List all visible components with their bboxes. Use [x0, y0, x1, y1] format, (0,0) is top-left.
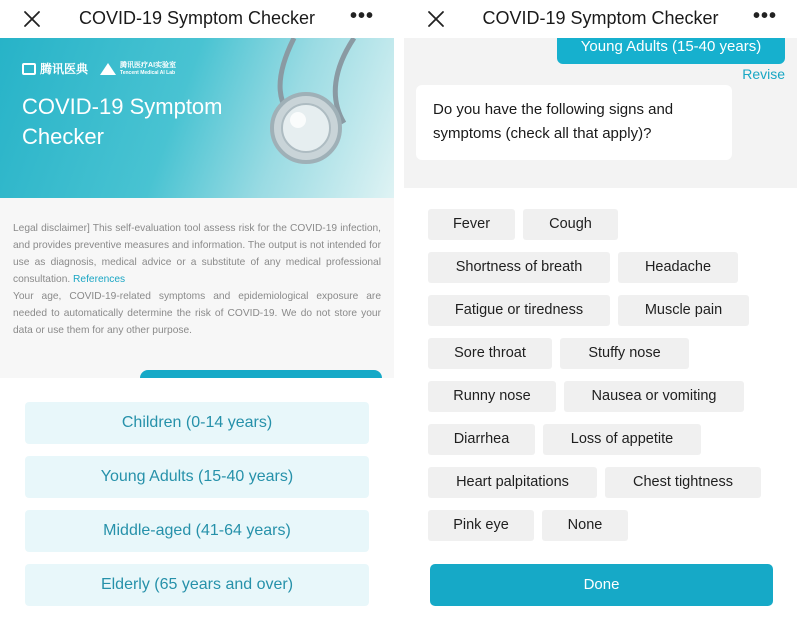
tencent-ai-lab-logo: 腾讯医疗AI实验室 Tencent Medical AI Lab: [100, 62, 176, 76]
references-link[interactable]: References: [73, 274, 126, 285]
age-option-middle-aged[interactable]: Middle-aged (41-64 years): [25, 510, 369, 552]
age-options-sheet: [0, 378, 394, 630]
age-option-elderly[interactable]: Elderly (65 years and over): [25, 564, 369, 606]
symptom-chip[interactable]: Shortness of breath: [428, 252, 610, 283]
symptom-chip[interactable]: Fatigue or tiredness: [428, 295, 610, 326]
disclaimer-text: Legal disclaimer] This self-evaluation tool assess risk for the COVID-19 infection, and provides preventive measures and information. The output is not intended for use as diagnosis, medical advice or a substitute of any medical professional consultation. References Your age, COVID-19-related symptoms and epidemiological exposure are needed to automatically determine the risk of COVID-19. We do not store your data or use them for any other purpose.: [13, 223, 381, 336]
age-option-children[interactable]: Children (0-14 years): [25, 402, 369, 444]
symptom-chip[interactable]: Headache: [618, 252, 738, 283]
revise-link[interactable]: Revise: [742, 66, 785, 82]
partner-logos: [22, 60, 176, 77]
symptom-chip[interactable]: Muscle pain: [618, 295, 749, 326]
symptom-chip[interactable]: Fever: [428, 209, 515, 240]
banner-title: COVID-19 Symptom Checker: [22, 94, 223, 149]
nav-title: COVID-19 Symptom Checker: [482, 8, 719, 28]
logo-triangle-icon: [100, 63, 116, 75]
question-bubble: Do you have the following signs and symptoms (check all that apply)?: [416, 85, 732, 160]
legal-disclaimer: [0, 198, 394, 378]
symptom-chip[interactable]: Sore throat: [428, 338, 552, 369]
user-answer-bubble: Young Adults (15-40 years): [557, 22, 785, 64]
age-selection-screen: [0, 0, 394, 630]
symptom-chip[interactable]: Heart palpitations: [428, 467, 597, 498]
nav-title: COVID-19 Symptom Checker: [78, 8, 316, 28]
more-menu-icon[interactable]: •••: [349, 5, 374, 27]
symptom-chip[interactable]: Runny nose: [428, 381, 556, 412]
symptom-chip-list: [404, 188, 797, 630]
symptom-chip[interactable]: None: [542, 510, 628, 541]
symptom-chip[interactable]: Loss of appetite: [543, 424, 701, 455]
symptom-chip[interactable]: Diarrhea: [428, 424, 535, 455]
stethoscope-image: [234, 38, 394, 198]
symptom-chip[interactable]: Chest tightness: [605, 467, 761, 498]
age-option-young-adults[interactable]: Young Adults (15-40 years): [25, 456, 369, 498]
logo-box-icon: [22, 63, 36, 75]
tencent-medipedia-logo: 腾讯医典: [22, 60, 88, 77]
panel-divider: [394, 0, 404, 630]
symptom-chip[interactable]: Pink eye: [428, 510, 534, 541]
nav-bar: [404, 0, 797, 38]
symptom-chip[interactable]: Stuffy nose: [560, 338, 689, 369]
symptom-chip[interactable]: Nausea or vomiting: [564, 381, 744, 412]
more-menu-icon[interactable]: •••: [752, 5, 777, 27]
chat-area: [404, 38, 797, 188]
nav-bar: [0, 0, 394, 38]
symptom-selection-screen: [404, 0, 797, 630]
symptom-chip[interactable]: Cough: [523, 209, 618, 240]
done-button[interactable]: Done: [430, 564, 773, 606]
hero-banner: [0, 38, 394, 198]
